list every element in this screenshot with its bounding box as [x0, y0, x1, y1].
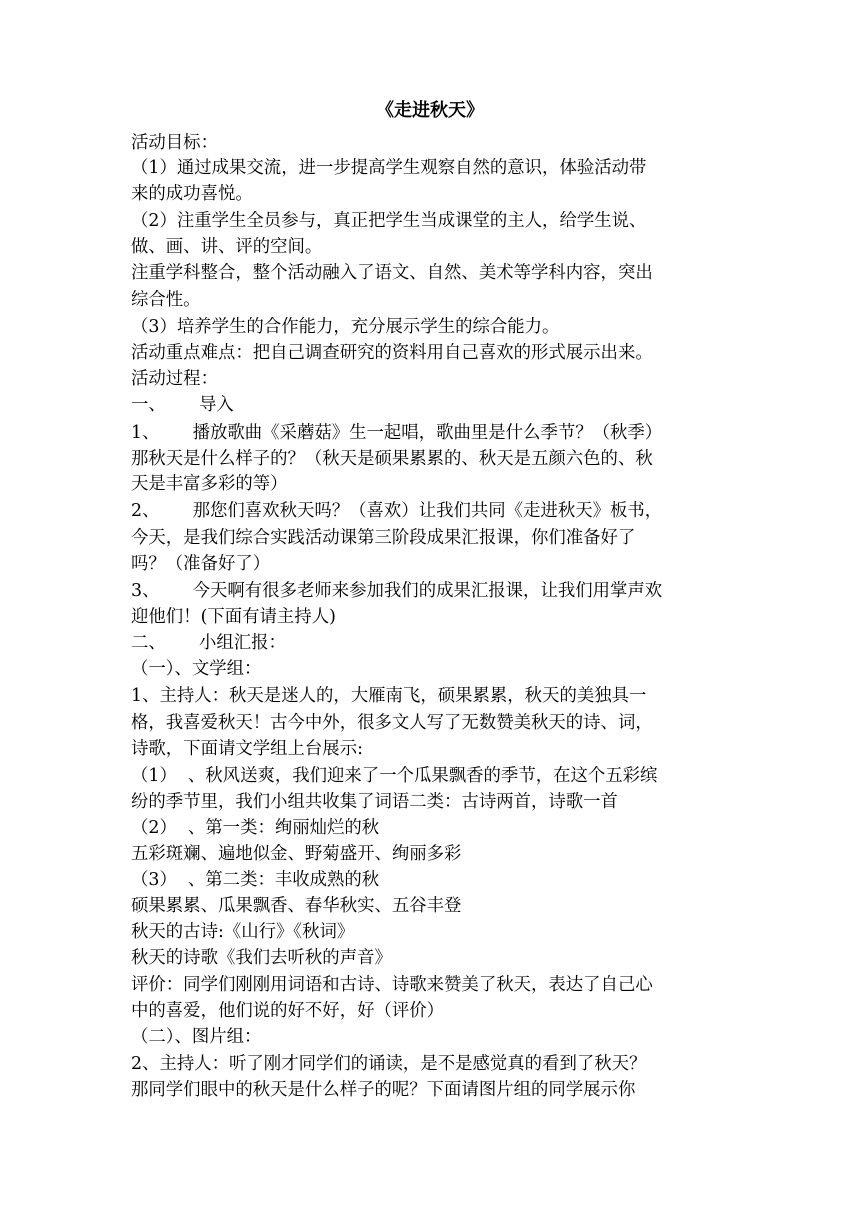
- text-line: 中的喜爱，他们说的好不好，好（评价）: [131, 1001, 445, 1021]
- text-line: 秋天的古诗:《山行》《秋词》: [131, 922, 355, 942]
- text-line: （2）注重学生全员参与，真正把学生当成课堂的主人，给学生说、: [131, 211, 647, 231]
- text-line: 今天，是我们综合实践活动课第三阶段成果汇报课，你们准备好了: [131, 528, 636, 548]
- text-line: 迎他们！(下面有请主持人): [131, 607, 336, 627]
- text-line: 活动重点难点：把自己调查研究的资料用自己喜欢的形式展示出来。: [131, 343, 653, 363]
- text-line: 格，我喜爱秋天！古今中外，很多文人写了无数赞美秋天的诗、词，: [131, 713, 653, 733]
- text-line: 2、主持人：听了刚才同学们的诵读，是不是感觉真的看到了秋天？: [131, 1054, 647, 1074]
- text-line: 2、 那您们喜欢秋天吗？（喜欢）让我们共同《走进秋天》板书，: [131, 501, 663, 521]
- text-line: 评价：同学们刚刚用词语和古诗、诗歌来赞美了秋天，表达了自己心: [131, 975, 653, 995]
- text-line: 1、 播放歌曲《采蘑菇》生一起唱，歌曲里是什么季节？（秋季）: [131, 423, 663, 443]
- text-line: 3、 今天啊有很多老师来参加我们的成果汇报课，让我们用掌声欢: [131, 581, 663, 601]
- document-title: 《走进秋天》: [376, 100, 484, 121]
- text-line: 硕果累累、瓜果飘香、春华秋实、五谷丰登: [131, 896, 462, 916]
- text-line: （3）培养学生的合作能力，充分展示学生的综合能力。: [131, 317, 560, 337]
- text-line: （一）、文学组：: [131, 659, 262, 679]
- text-line: 秋天的诗歌《我们去听秋的声音》: [131, 948, 392, 968]
- text-line: 注重学科整合，整个活动融入了语文、自然、美术等学科内容，突出: [131, 263, 653, 283]
- text-line: 活动目标：: [131, 133, 218, 153]
- text-line: 二、 小组汇报：: [131, 633, 286, 653]
- text-line: 1、主持人：秋天是迷人的，大雁南飞，硕果累累，秋天的美独具一: [131, 686, 647, 706]
- text-line: 活动过程：: [131, 369, 218, 389]
- text-line: 那秋天是什么样子的？（秋天是硕果累累的、秋天是五颜六色的、秋: [131, 449, 653, 469]
- text-line: 一、 导入: [131, 395, 234, 415]
- text-line: 五彩斑斓、遍地似金、野菊盛开、绚丽多彩: [131, 844, 462, 864]
- text-line: 来的成功喜悦。: [131, 184, 253, 204]
- text-line: （二）、图片组：: [131, 1027, 262, 1047]
- text-line: （3） 、第二类：丰收成熟的秋: [131, 870, 380, 890]
- text-line: （1） 、秋风送爽，我们迎来了一个瓜果飘香的季节，在这个五彩缤: [131, 766, 658, 786]
- text-line: （1）通过成果交流，进一步提高学生观察自然的意识，体验活动带: [131, 158, 647, 178]
- text-line: 纷的季节里，我们小组共收集了词语二类：古诗两首，诗歌一首: [131, 792, 618, 812]
- text-line: （2） 、第一类：绚丽灿烂的秋: [131, 818, 380, 838]
- text-line: 吗？（准备好了）: [131, 554, 271, 574]
- text-line: 做、画、讲、评的空间。: [131, 237, 323, 257]
- text-line: 那同学们眼中的秋天是什么样子的呢？下面请图片组的同学展示你: [131, 1080, 636, 1100]
- text-line: 诗歌，下面请文学组上台展示:: [131, 739, 363, 759]
- text-line: 综合性。: [131, 290, 201, 310]
- text-line: 天是丰富多彩的等）: [131, 474, 288, 494]
